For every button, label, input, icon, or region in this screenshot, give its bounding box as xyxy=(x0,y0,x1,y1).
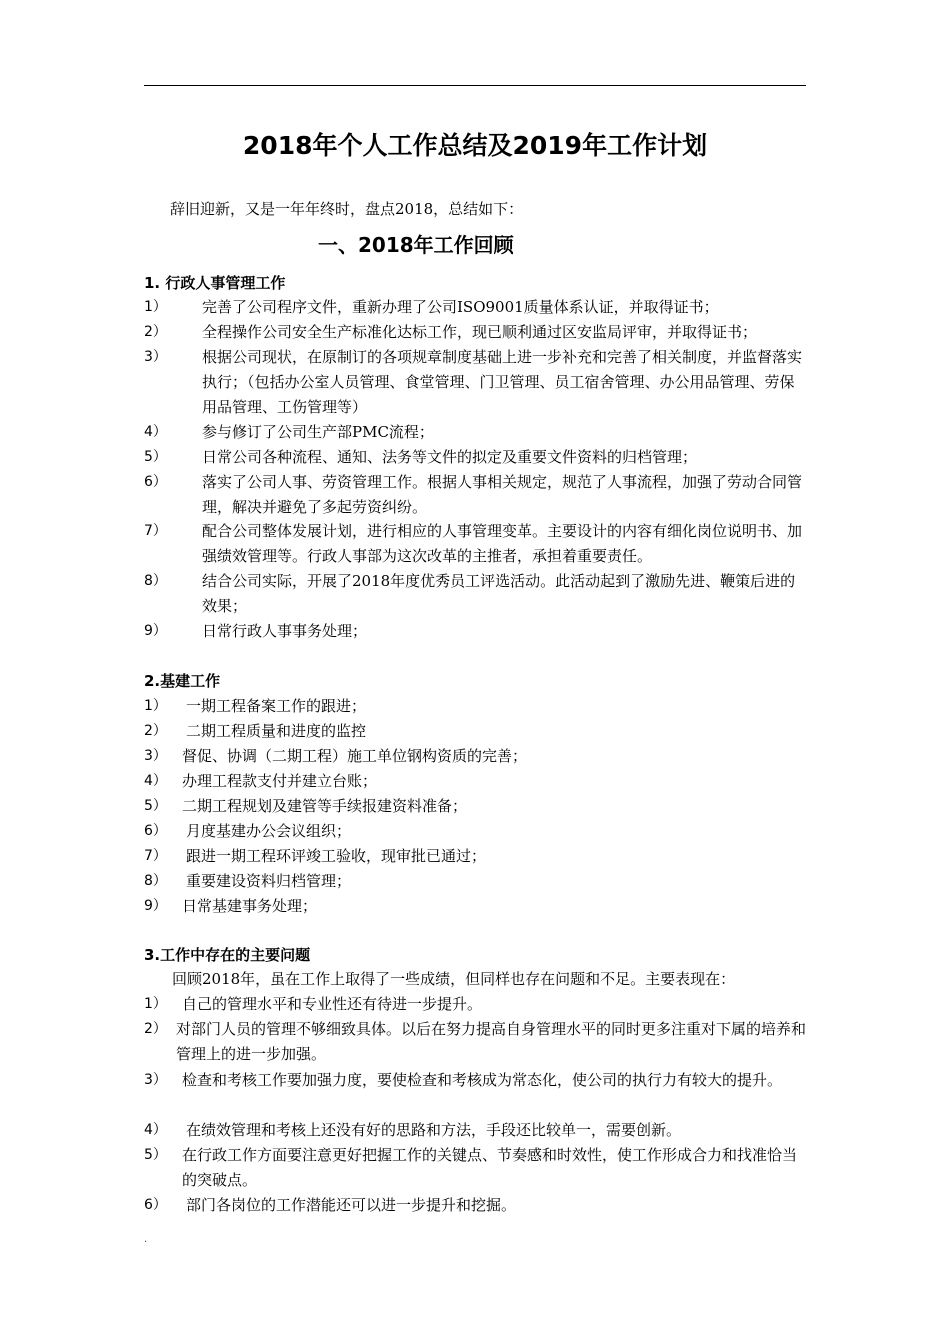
list-item xyxy=(144,445,808,470)
list-item xyxy=(144,992,808,1017)
list-text: 完善了公司程序文件，重新办理了公司ISO9001质量体系认证，并取得证书； xyxy=(202,298,719,316)
intro-paragraph: 辞旧迎新，又是一年年终时，盘点2018，总结如下： xyxy=(170,200,524,218)
list-text: 落实了公司人事、劳资管理工作。根据人事相关规定，规范了人事流程，加强了劳动合同管理，解决并避免了多起劳资纠纷。 xyxy=(202,473,803,516)
list-item xyxy=(144,295,808,320)
list-item xyxy=(144,894,808,919)
list-number: 9） xyxy=(144,623,167,639)
list-item xyxy=(144,1017,808,1067)
list-number: 4） xyxy=(144,424,167,440)
list-number: 3） xyxy=(144,349,167,365)
list-number: 1） xyxy=(144,996,167,1012)
list-text: 二期工程规划及建管等手续报建资料准备； xyxy=(182,797,468,815)
list-number: 6） xyxy=(144,823,167,839)
header-rule xyxy=(144,85,806,86)
list-text: 对部门人员的管理不够细致具体。以后在努力提高自身管理水平的同时更多注重对下属的培养和管理上的进一步加强。 xyxy=(176,1020,807,1063)
list-item xyxy=(144,569,808,619)
list-item xyxy=(144,1193,808,1218)
list-item xyxy=(144,1068,808,1093)
list-item xyxy=(144,694,808,719)
list-item xyxy=(144,320,808,345)
list-number: 7） xyxy=(144,523,167,539)
list-text: 部门各岗位的工作潜能还可以进一步提升和挖掘。 xyxy=(186,1196,517,1214)
list-item xyxy=(144,1118,808,1143)
list-number: 1） xyxy=(144,698,167,714)
list-number: 6） xyxy=(144,474,167,490)
list-text: 跟进一期工程环评竣工验收，现审批已通过； xyxy=(186,847,487,865)
list-text: 自己的管理水平和专业性还有待进一步提升。 xyxy=(182,995,483,1013)
list-number: 5） xyxy=(144,798,167,814)
list-text: 日常基建事务处理； xyxy=(182,897,318,915)
section1-heading: 1. 行政人事管理工作 xyxy=(144,274,286,292)
list-item xyxy=(144,470,808,520)
list-text: 根据公司现状，在原制订的各项规章制度基础上进一步补充和完善了相关制度，并监督落实执行；（包括办公室人员管理、食堂管理、门卫管理、员工宿舍管理、办公用品管理、劳保用品管理、工伤管理等） xyxy=(202,348,803,416)
list-text: 月度基建办公会议组织； xyxy=(186,822,352,840)
list-number: 8） xyxy=(144,873,167,889)
list-text: 日常公司各种流程、通知、法务等文件的拟定及重要文件资料的归档管理； xyxy=(202,448,698,466)
list-text: 督促、协调（二期工程）施工单位钢构资质的完善； xyxy=(182,747,528,765)
list-item xyxy=(144,619,808,644)
list-number: 7） xyxy=(144,848,167,864)
list-text: 结合公司实际，开展了2018年度优秀员工评选活动。此活动起到了激励先进、鞭策后进的效果； xyxy=(202,572,796,615)
list-item xyxy=(144,769,808,794)
list-item xyxy=(144,1143,808,1193)
list-item xyxy=(144,744,808,769)
list-text: 重要建设资料归档管理； xyxy=(186,872,352,890)
section3-heading: 3.工作中存在的主要问题 xyxy=(144,946,311,964)
list-number: 5） xyxy=(144,449,167,465)
list-number: 5） xyxy=(144,1147,167,1163)
list-item xyxy=(144,519,808,569)
list-number: 2） xyxy=(144,324,167,340)
list-text: 在行政工作方面要注意更好把握工作的关键点、节奏感和时效性，使工作形成合力和找准恰当的突破点。 xyxy=(182,1146,798,1189)
section2-heading: 2.基建工作 xyxy=(144,672,221,690)
list-item xyxy=(144,420,808,445)
list-item xyxy=(144,844,808,869)
list-number: 9） xyxy=(144,898,167,914)
list-number: 1） xyxy=(144,299,167,315)
part1-heading: 一、2018年工作回顾 xyxy=(318,233,514,257)
list-text: 二期工程质量和进度的监控 xyxy=(186,722,367,740)
list-item xyxy=(144,869,808,894)
list-text: 办理工程款支付并建立台账； xyxy=(182,772,378,790)
list-text: 全程操作公司安全生产标准化达标工作，现已顺利通过区安监局评审，并取得证书； xyxy=(202,323,758,341)
list-item xyxy=(144,345,808,420)
list-text: 日常行政人事事务处理； xyxy=(202,622,368,640)
list-number: 4） xyxy=(144,1122,167,1138)
list-item xyxy=(144,794,808,819)
list-item xyxy=(144,719,808,744)
list-number: 3） xyxy=(144,748,167,764)
list-number: 8） xyxy=(144,573,167,589)
list-text: 一期工程备案工作的跟进； xyxy=(186,697,367,715)
list-text: 配合公司整体发展计划，进行相应的人事管理变革。主要设计的内容有细化岗位说明书、加强绩效管理等。行政人事部为这次改革的主推者，承担着重要责任。 xyxy=(202,522,803,565)
list-number: 2） xyxy=(144,723,167,739)
list-item xyxy=(144,819,808,844)
list-text: 在绩效管理和考核上还没有好的思路和方法，手段还比较单一，需要创新。 xyxy=(186,1121,682,1139)
list-text: 检查和考核工作要加强力度，要使检查和考核成为常态化，使公司的执行力有较大的提升。 xyxy=(182,1071,783,1089)
list-number: 4） xyxy=(144,773,167,789)
list-text: 参与修订了公司生产部PMC流程； xyxy=(202,423,434,441)
list-number: 6） xyxy=(144,1197,167,1213)
list-number: 3） xyxy=(144,1072,167,1088)
list-number: 2） xyxy=(144,1021,167,1037)
footer-mark: . xyxy=(144,1234,148,1245)
section3-intro: 回顾2018年，虽在工作上取得了一些成绩，但同样也存在问题和不足。主要表现在： xyxy=(172,970,736,988)
document-title: 2018年个人工作总结及2019年工作计划 xyxy=(242,131,708,160)
